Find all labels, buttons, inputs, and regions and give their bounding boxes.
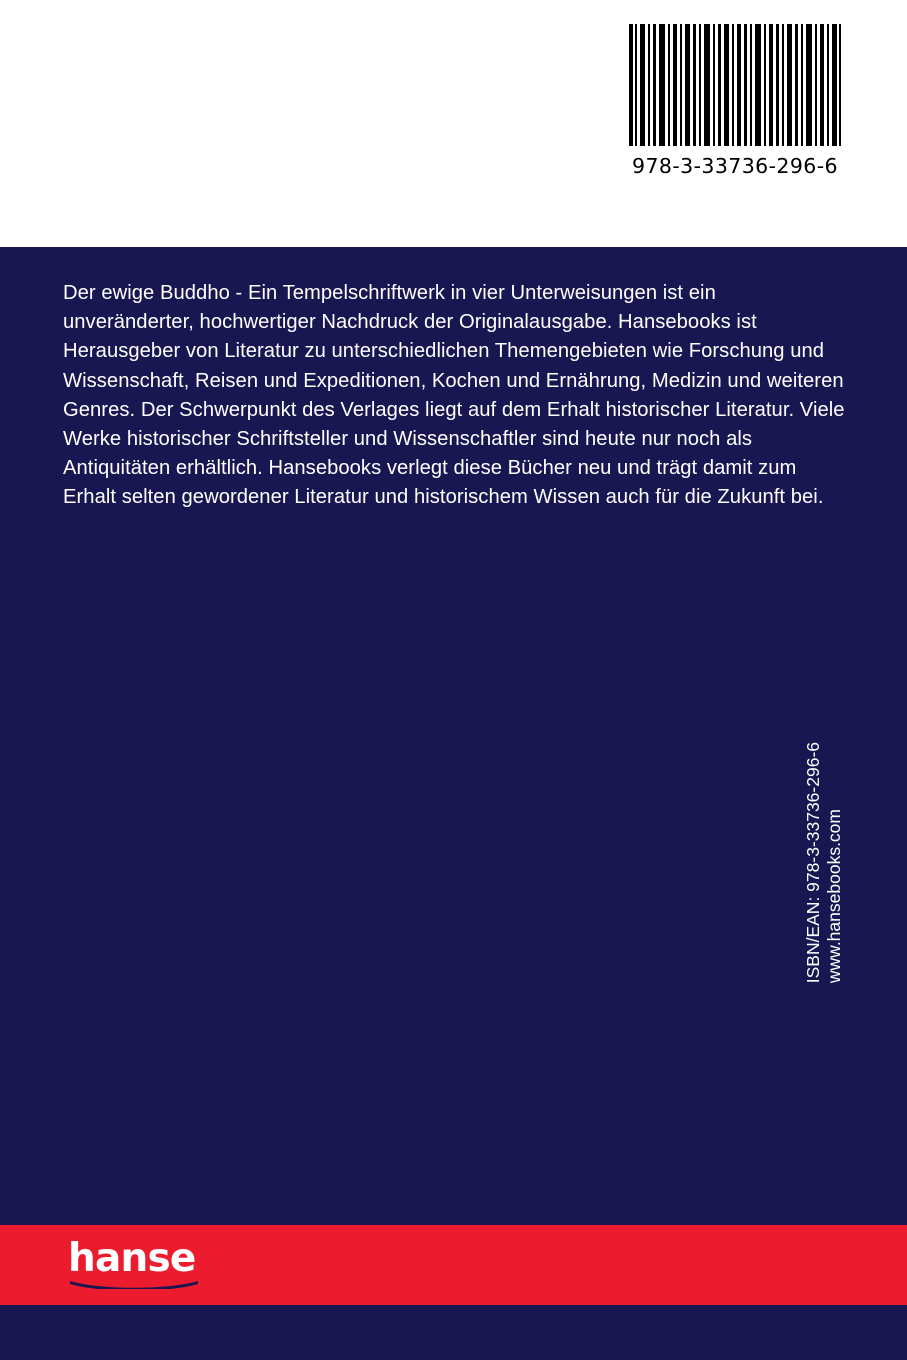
isbn-ean-vertical: ISBN/EAN: 978-3-33736-296-6 xyxy=(803,741,823,983)
publisher-blurb: Der ewige Buddho - Ein Tempelschriftwerk in vier Unterweisungen ist ein unveränderter, hochwertiger Nachdruck der Originalausgabe. Hansebooks ist Herausgeber von Literatur zu unterschiedlichen Themengebieten wie Forschung und Wissenschaft, Reisen und Expeditionen, Kochen und Ernährung, Medizin und weiteren Genres. Der Schwerpunkt des Verlages liegt auf dem Erhalt historischer Literatur. Viele Werke historischer Schriftsteller und Wissenschaftler sind heute nur noch als Antiquitäten erhältlich. Hansebooks verlegt diese Bücher neu und trägt damit zum Erhalt selten gewordener Literatur und historischem Wissen auch für die Zukunft bei. xyxy=(63,282,845,509)
barcode-icon xyxy=(629,24,841,146)
barcode-area xyxy=(0,0,907,247)
logo-swoosh-icon xyxy=(70,1280,198,1289)
website-vertical: www.hansebooks.com xyxy=(824,808,844,983)
bottom-strip xyxy=(0,1305,907,1360)
publisher-logo-text: hanse xyxy=(68,1236,196,1281)
footer-band xyxy=(0,1225,907,1305)
isbn-number: 978-3-33736-296-6 xyxy=(632,154,838,178)
publisher-logo xyxy=(68,1236,218,1291)
barcode-block xyxy=(629,24,841,178)
description-panel xyxy=(0,247,907,1225)
vertical-isbn-block xyxy=(803,663,847,983)
